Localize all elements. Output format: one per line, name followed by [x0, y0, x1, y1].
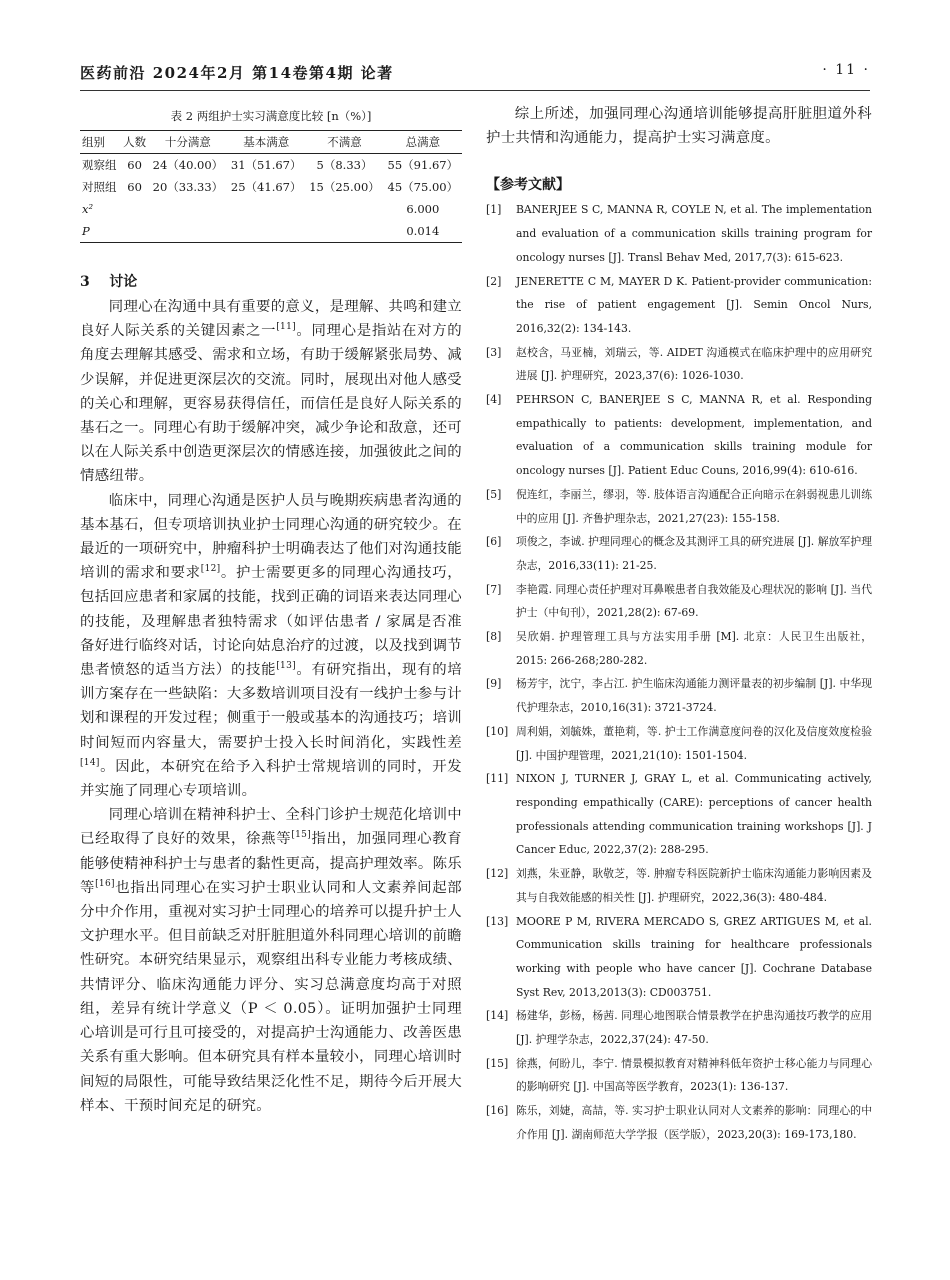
right-column: [486, 100, 872, 1147]
col-header: 十分满意: [164, 135, 211, 149]
reference-item: [486, 910, 872, 1005]
reference-item: [486, 341, 872, 388]
paragraph-text: 。护士需要更多的同理心沟通技巧，包括回应患者和家属的技能，找到正确的词语来表达同理心的技能，及理解患者独特需求（如评估患者 / 家属是否准备好进行临终对话，讨论向姑息治疗的过渡，以及找到调节患者愤怒的适当方法）的技能: [80, 565, 462, 679]
reference-text: MOORE P M, RIVERA MERCADO S, GREZ ARTIGUES M, et al. Communication skills training for healthcare professionals working with people who have cancer [J]. Cochrane Database Syst Rev, 2013,2013(3): CD003751.: [516, 914, 872, 999]
reference-text: 杨建华，彭杨，杨茜. 同理心地图联合情景教学在护患沟通技巧教学的应用 [J]. 护理学杂志，2022,37(24): 47-50.: [516, 1009, 872, 1047]
reference-number: [8]: [486, 630, 502, 644]
reference-number: [9]: [486, 677, 502, 691]
col-header: 总满意: [405, 135, 441, 149]
paragraph-text: 也指出同理心在实习护士职业认同和人文素养间起部分中介作用，重视对实习护士同理心的培养可以提升护士人文护理水平。但目前缺乏对肝脏胆道外科同理心培训的前瞻性研究。本研究结果显示，观察组出科专业能力考核成绩、共情评分、临床沟通能力评分、实习总满意度均高于对照组，差异有统计学意义（P ＜ 0.05）。证明加强护士同理心培训是可行且可接受的，对提高护士沟通能力、改善医患关系有重大影响。但本研究具有样本量较小，同理心培训时间短的局限性，可能导致结果泛化性不足，期待今后开展大样本、干预时间充足的研究。: [80, 879, 462, 1114]
table-cell: 6.000: [406, 202, 440, 216]
reference-text: 徐燕，何盼儿，李宁. 情景模拟教育对精神科低年资护士移心能力与同理心的影响研究 [J]. 中国高等医学教育，2023(1): 136-137.: [516, 1056, 872, 1094]
reference-text: 倪连红，李丽兰，缪羽，等. 肢体语言沟通配合正向暗示在斜弱视患儿训练中的应用 [J]. 齐鲁护理杂志，2021,27(23): 155-158.: [516, 487, 872, 525]
discussion-paragraph-3: [80, 803, 462, 1118]
table-cell: [120, 220, 148, 243]
reference-number: [3]: [486, 345, 502, 359]
section-title: 讨论: [109, 274, 138, 290]
table-caption: 表 2 两组护士实习满意度比较 [n（%）]: [170, 109, 372, 123]
reference-item: [486, 672, 872, 719]
citation: [11]: [276, 322, 296, 333]
table-cell: 45（75.00）: [387, 180, 459, 194]
paragraph-text: 。因此，本研究在给予入科护士常规培训的同时，开发并实施了同理心专项培训。: [80, 758, 462, 800]
table-cell: 60: [127, 158, 142, 172]
table-row: [80, 198, 462, 220]
table-cell: 对照组: [82, 180, 117, 194]
reference-item: [486, 767, 872, 862]
reference-text: NIXON J, TURNER J, GRAY L, et al. Communicating actively, responding empathically (CARE): perceptions of cancer health professionals attending communication training workshops [J]. J Cancer Educ, 2022,37(2): 288-295.: [516, 772, 872, 857]
paragraph-text: 同理心培训在精神科护士、全科门诊护士规范化培训中已经取得了良好的效果，徐燕等: [80, 807, 462, 848]
reference-text: 陈乐，刘婕，高喆，等. 实习护士职业认同对人文素养的影响：同理心的中介作用 [J]. 湖南师范大学学报（医学版），2023,20(3): 169-173,180.: [516, 1104, 872, 1141]
table-cell: 0.014: [406, 224, 440, 238]
table-cell: 观察组: [82, 158, 117, 172]
reference-number: [13]: [486, 914, 509, 928]
header-rule: [80, 90, 870, 91]
reference-item: [486, 720, 872, 767]
table-row: [80, 220, 462, 243]
col-header: 组别: [82, 135, 105, 149]
table-header-row: [80, 131, 462, 154]
col-header: 不满意: [327, 135, 362, 149]
table-cell: [149, 198, 227, 220]
table-cell: [305, 220, 383, 243]
citation: [15]: [291, 830, 312, 841]
citation: [13]: [276, 661, 296, 672]
table-cell: x²: [82, 202, 94, 216]
table-row: [80, 176, 462, 198]
table-cell: [227, 198, 305, 220]
table-cell: 55（91.67）: [387, 158, 459, 172]
reference-text: 杨芳宇，沈宁，李占江. 护生临床沟通能力测评量表的初步编制 [J]. 中华现代护理杂志，2010,16(31): 3721-3724.: [516, 677, 872, 715]
satisfaction-table: [80, 130, 462, 243]
reference-number: [14]: [486, 1009, 509, 1023]
reference-number: [11]: [486, 772, 509, 786]
table-cell: [305, 198, 383, 220]
paragraph-text: 指出，加强同理心教育能够使精神科护士与患者的黏性更高，提高护理效率。陈乐等: [80, 831, 462, 896]
table-cell: [120, 198, 148, 220]
paragraph-text: 同理心在沟通中具有重要的意义，是理解、共鸣和建立良好人际关系的关键因素之一: [80, 299, 462, 340]
reference-number: [7]: [486, 582, 502, 596]
col-header: 基本满意: [243, 135, 290, 149]
table-cell: 5（8.33）: [316, 158, 373, 172]
reference-text: 项俊之，李诚. 护理同理心的概念及其测评工具的研究进展 [J]. 解放军护理杂志，2016,33(11): 21-25.: [516, 535, 872, 572]
reference-list: [486, 198, 872, 1146]
reference-item: [486, 530, 872, 577]
paragraph-text: 。有研究指出，现有的培训方案存在一些缺陷：大多数培训项目没有一线护士参与计划和课程的开发过程；侧重于一般或基本的沟通技巧；培训时间短而内容量大，需要护士投入长时间消化，实践性差: [80, 662, 462, 751]
table-cell: 25（41.67）: [230, 180, 302, 194]
reference-number: [16]: [486, 1104, 509, 1118]
reference-number: [1]: [486, 203, 502, 217]
reference-text: PEHRSON C, BANERJEE S C, MANNA R, et al. Responding empathically to patients: development, implementation, and evaluation of a communication skills training module for oncology nurses [J]. Patient Educ Couns, 2016,99(4): 610-616.: [516, 393, 872, 478]
table-row: [80, 154, 462, 177]
left-column: [80, 100, 462, 1118]
citation: [14]: [80, 758, 100, 769]
journal-header: 医药前沿 2024年2月 第14卷第4期 论著: [80, 64, 394, 82]
reference-item: [486, 1099, 872, 1146]
conclusion-paragraph: 综上所述，加强同理心沟通培训能够提高肝脏胆道外科护士共情和沟通能力，提高护士实习满意度。: [486, 106, 872, 147]
table-cell: 24（40.00）: [152, 158, 224, 172]
reference-number: [4]: [486, 393, 502, 407]
reference-number: [6]: [486, 535, 502, 549]
discussion-paragraph-1: [80, 295, 462, 489]
reference-text: 吴欣娟. 护理管理工具与方法实用手册 [M]. 北京：人民卫生出版社，2015: 266-268;280-282.: [516, 630, 872, 667]
discussion-paragraph-2: [80, 489, 462, 804]
reference-item: [486, 1004, 872, 1051]
reference-number: [10]: [486, 724, 509, 738]
reference-item: [486, 578, 872, 625]
table-cell: P: [82, 224, 90, 238]
reference-text: 周利娟，刘毓姝，董艳莉，等. 护士工作满意度问卷的汉化及信度效度检验 [J]. 中国护理管理，2021,21(10): 1501-1504.: [516, 724, 872, 762]
reference-item: [486, 388, 872, 483]
reference-item: [486, 198, 872, 269]
paragraph-text: 。同理心是指站在对方的角度去理解其感受、需求和立场，有助于缓解紧张局势、减少误解，并促进更深层次的交流。同时，展现出对他人感受的关心和理解，更容易获得信任，而信任是良好人际关系的基石之一。同理心有助于缓解冲突，减少争论和敌意，还可以在人际关系中创造更深层次的情感连接，加强彼此之间的情感纽带。: [80, 323, 462, 485]
citation: [16]: [95, 879, 115, 890]
table-cell: 20（33.33）: [152, 180, 224, 194]
table-cell: 60: [127, 180, 142, 194]
table-cell: 31（51.67）: [230, 158, 302, 172]
paragraph-text: 临床中，同理心沟通是医护人员与晚期疾病患者沟通的基本基石，但专项培训执业护士同理心沟通的研究较少。在最近的一项研究中，肿瘤科护士明确表达了他们对沟通技能培训的需求和要求: [80, 492, 462, 582]
reference-item: [486, 1052, 872, 1099]
reference-text: 李艳霞. 同理心责任护理对耳鼻喉患者自我效能及心理状况的影响 [J]. 当代护士（中旬刊），2021,28(2): 67-69.: [516, 582, 872, 620]
table-cell: 15（25.00）: [309, 180, 380, 194]
page-number: · 11 ·: [822, 62, 870, 78]
reference-text: 刘燕，朱亚静，耿敬芝，等. 肿瘤专科医院新护士临床沟通能力影响因素及其与自我效能感的相关性 [J]. 护理研究，2022,36(3): 480-484.: [516, 867, 872, 904]
reference-item: [486, 483, 872, 530]
reference-number: [2]: [486, 274, 502, 288]
references-heading: 【参考文献】: [486, 177, 570, 194]
reference-text: 赵校含，马亚楠，刘瑞云，等. AIDET 沟通模式在临床护理中的应用研究进展 [J]. 护理研究，2023,37(6): 1026-1030.: [516, 345, 872, 383]
page-header: [80, 62, 870, 86]
reference-item: [486, 862, 872, 909]
reference-number: [12]: [486, 867, 509, 881]
section-heading: [80, 271, 462, 291]
reference-number: [5]: [486, 487, 502, 501]
citation: [12]: [200, 564, 221, 575]
reference-text: BANERJEE S C, MANNA R, COYLE N, et al. The implementation and evaluation of a communication skills training program for oncology nurses [J]. Transl Behav Med, 2017,7(3): 615-623.: [516, 203, 872, 264]
table-cell: [227, 220, 305, 243]
col-header: 人数: [123, 135, 147, 149]
reference-number: [15]: [486, 1056, 509, 1070]
reference-item: [486, 625, 872, 672]
table-cell: [149, 220, 227, 243]
reference-item: [486, 270, 872, 341]
reference-text: JENERETTE C M, MAYER D K. Patient-provider communication: the rise of patient engagement [J]. Semin Oncol Nurs, 2016,32(2): 134-143.: [516, 274, 872, 335]
section-number: 3: [80, 274, 90, 290]
